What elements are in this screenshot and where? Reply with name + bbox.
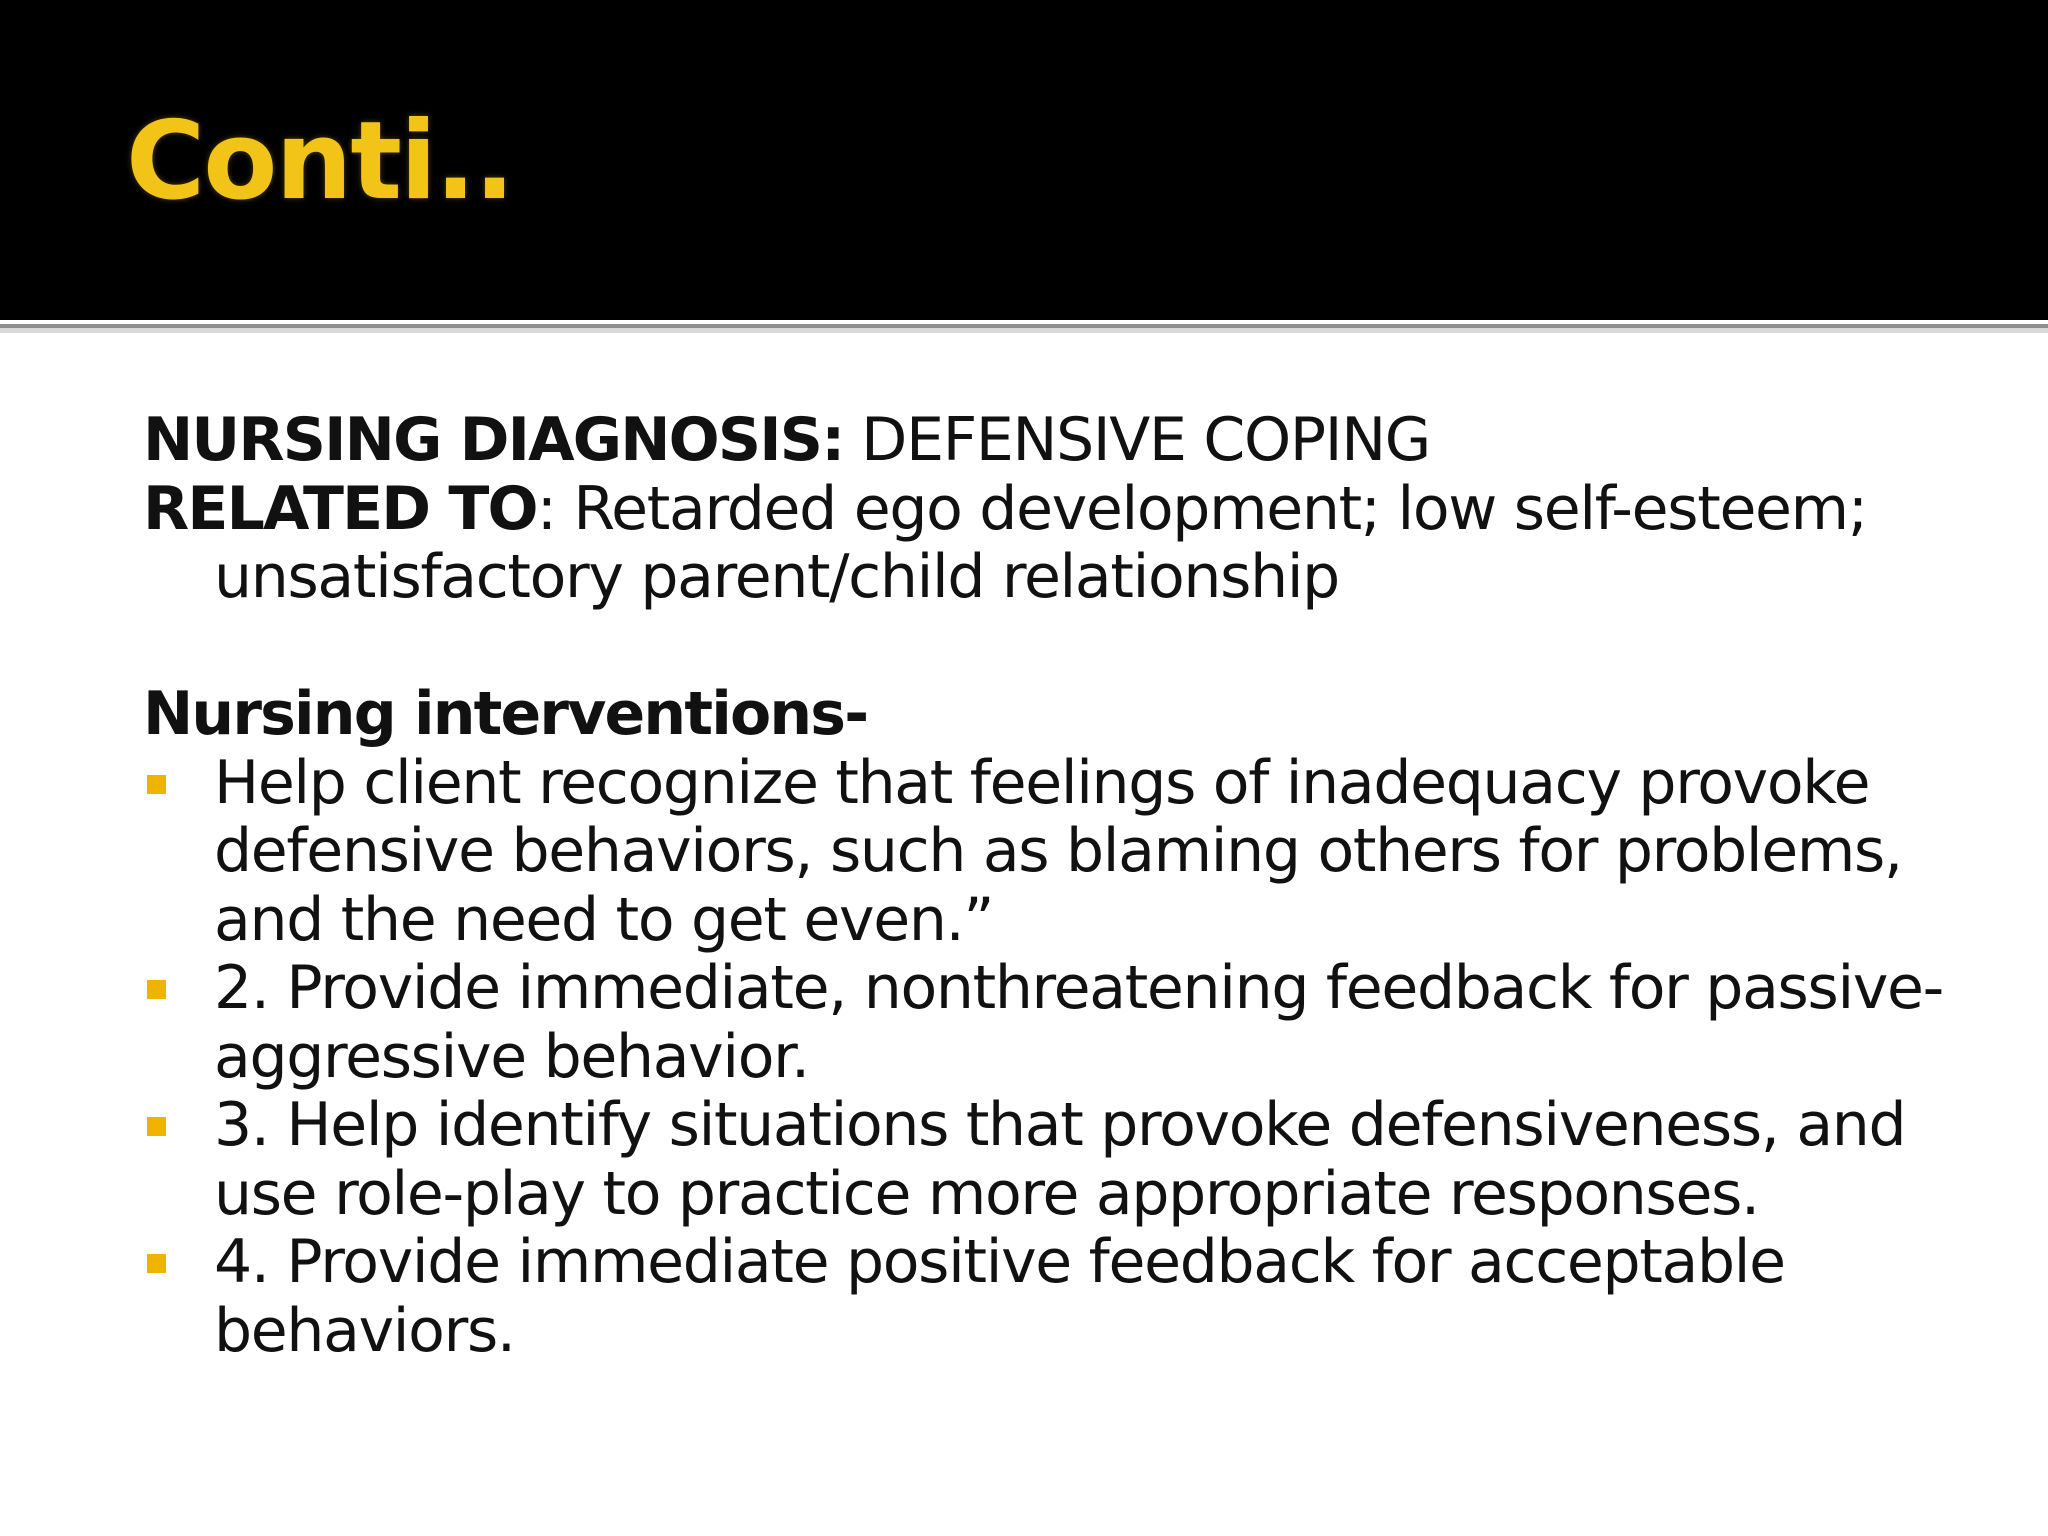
- list-item-text: 3. Help identify situations that provoke defensiveness, and use role-play to practice more appropriate responses.: [214, 1090, 1906, 1229]
- nursing-diagnosis-value: DEFENSIVE COPING: [843, 405, 1430, 475]
- list-item: [143, 1228, 1943, 1365]
- square-bullet-icon: [147, 775, 166, 794]
- spacer: [143, 612, 1943, 681]
- interventions-list: [143, 749, 1943, 1366]
- nursing-diagnosis-label: NURSING DIAGNOSIS:: [143, 405, 844, 475]
- related-to-label: RELATED TO: [143, 473, 537, 544]
- square-bullet-icon: [147, 1117, 166, 1136]
- header-divider: [0, 320, 2048, 333]
- square-bullet-icon: [147, 980, 166, 999]
- list-item-text: Help client recognize that feelings of inadequacy provoke defensive behaviors, such as blaming others for problems, and the need to get even.”: [214, 747, 1902, 955]
- square-bullet-icon: [147, 1254, 166, 1273]
- related-to-value: : Retarded ego development; low self-esteem; unsatisfactory parent/child relationship: [214, 473, 1867, 612]
- list-item: [143, 1091, 1943, 1228]
- title-bar: [0, 0, 2048, 320]
- nursing-diagnosis-line: [143, 406, 1943, 475]
- slide-body: [143, 406, 1943, 1365]
- related-to-line: [143, 475, 1943, 612]
- slide-title: Conti..: [126, 99, 514, 224]
- list-item: [143, 954, 1943, 1091]
- list-item-text: 2. Provide immediate, nonthreatening feedback for passive-aggressive behavior.: [214, 953, 1943, 1092]
- list-item-text: 4. Provide immediate positive feedback for acceptable behaviors.: [214, 1227, 1785, 1366]
- list-item: [143, 749, 1943, 955]
- interventions-heading: Nursing interventions-: [143, 679, 868, 749]
